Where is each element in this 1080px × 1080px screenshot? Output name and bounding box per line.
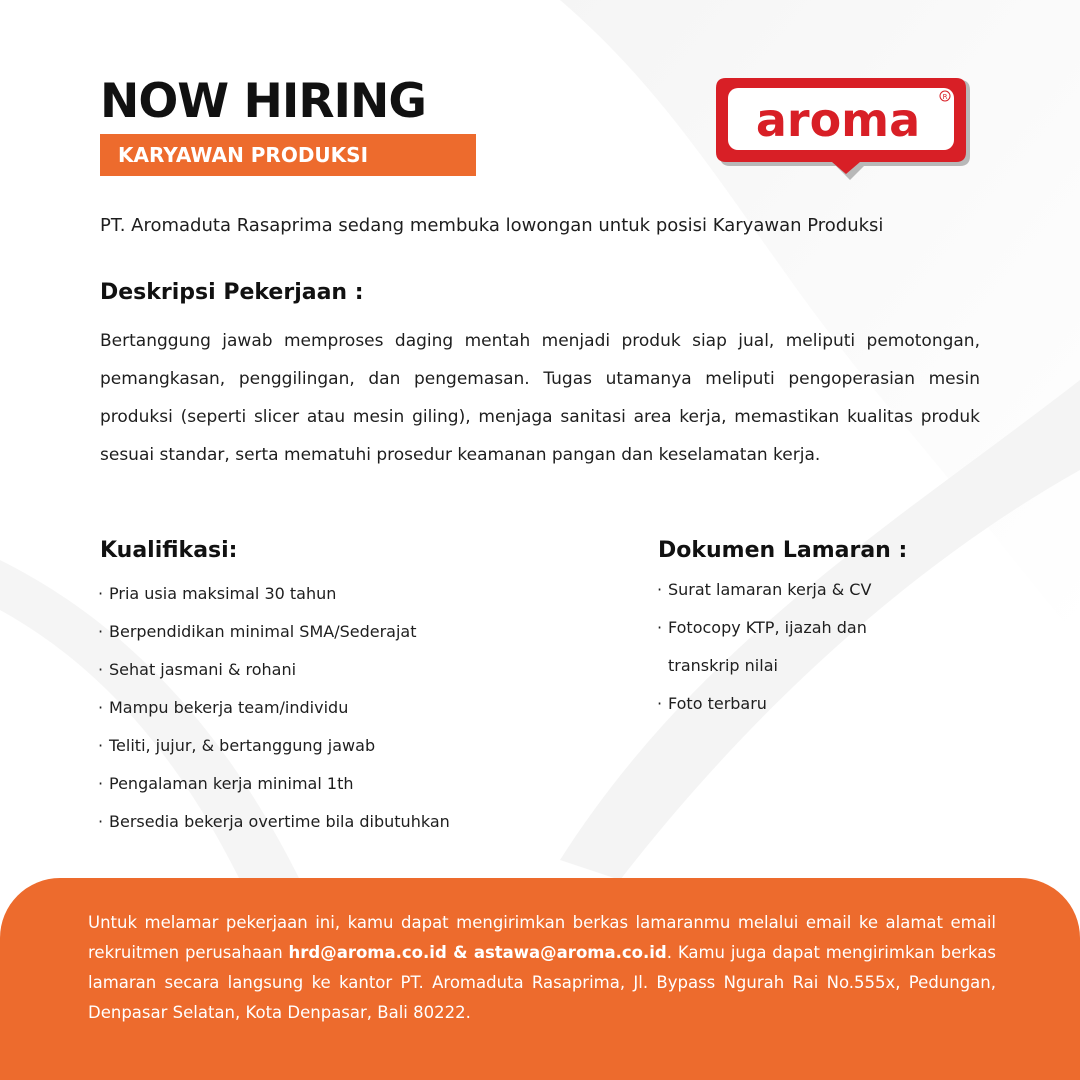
list-item: · Teliti, jujur, & bertanggung jawab (98, 736, 376, 755)
list-item: · Sehat jasmani & rohani (98, 660, 297, 679)
list-item: · Foto terbaru (657, 694, 767, 713)
list-item-continuation: transkrip nilai (668, 656, 778, 675)
headline: NOW HIRING (100, 74, 426, 129)
list-item: · Berpendidikan minimal SMA/Sederajat (98, 622, 417, 641)
email-astawa: astawa@aroma.co.id (473, 943, 667, 962)
documents-title: Dokumen Lamaran : (658, 538, 908, 563)
qualifications-list (98, 575, 450, 841)
list-item: · Mampu bekerja team/individu (98, 698, 349, 717)
qualifications-title: Kualifikasi: (100, 538, 238, 563)
footer-text: Untuk melamar pekerjaan ini, kamu dapat mengirimkan berkas lamaranmu melalui email ke alamat email rekruitmen perusahaan hrd@aroma.co.id & astawa@aroma.co.id. Kamu juga dapat mengirimkan berkas lamaran secara langsung ke kantor PT. Aromaduta Rasaprima, Jl. Bypass Ngurah Rai No.555x, Pedungan, Denpasar Selatan, Kota Denpasar, Bali 80222. (88, 913, 996, 1022)
position-tag (100, 134, 476, 176)
list-item: · Fotocopy KTP, ijazah dan (657, 618, 867, 637)
aroma-logo (714, 74, 974, 184)
position-label: KARYAWAN PRODUKSI (118, 143, 369, 167)
job-description-title: Deskripsi Pekerjaan : (100, 280, 364, 305)
job-description-body: Bertanggung jawab memproses daging mentah menjadi produk siap jual, meliputi pemotongan, pemangkasan, penggilingan, dan pengemasan. Tugas utamanya meliputi pengoperasian mesin produksi (seperti slicer atau mesin giling), menjaga sanitasi area kerja, memastikan kualitas produk sesuai standar, serta mematuhi prosedur keamanan pangan dan keselamatan kerja. (100, 331, 980, 465)
list-item: · Pengalaman kerja minimal 1th (98, 774, 354, 793)
registered-mark: R (942, 93, 948, 101)
documents-list (657, 571, 871, 723)
footer-panel (0, 878, 1080, 1080)
intro-text: PT. Aromaduta Rasaprima sedang membuka lowongan untuk posisi Karyawan Produksi (100, 215, 884, 236)
list-item: · Pria usia maksimal 30 tahun (98, 584, 337, 603)
email-separator: & (446, 943, 474, 962)
list-item: · Surat lamaran kerja & CV (657, 580, 872, 599)
list-item: · Bersedia bekerja overtime bila dibutuhkan (98, 812, 450, 831)
email-hrd: hrd@aroma.co.id (288, 943, 447, 962)
logo-wordmark: aroma (755, 93, 921, 147)
